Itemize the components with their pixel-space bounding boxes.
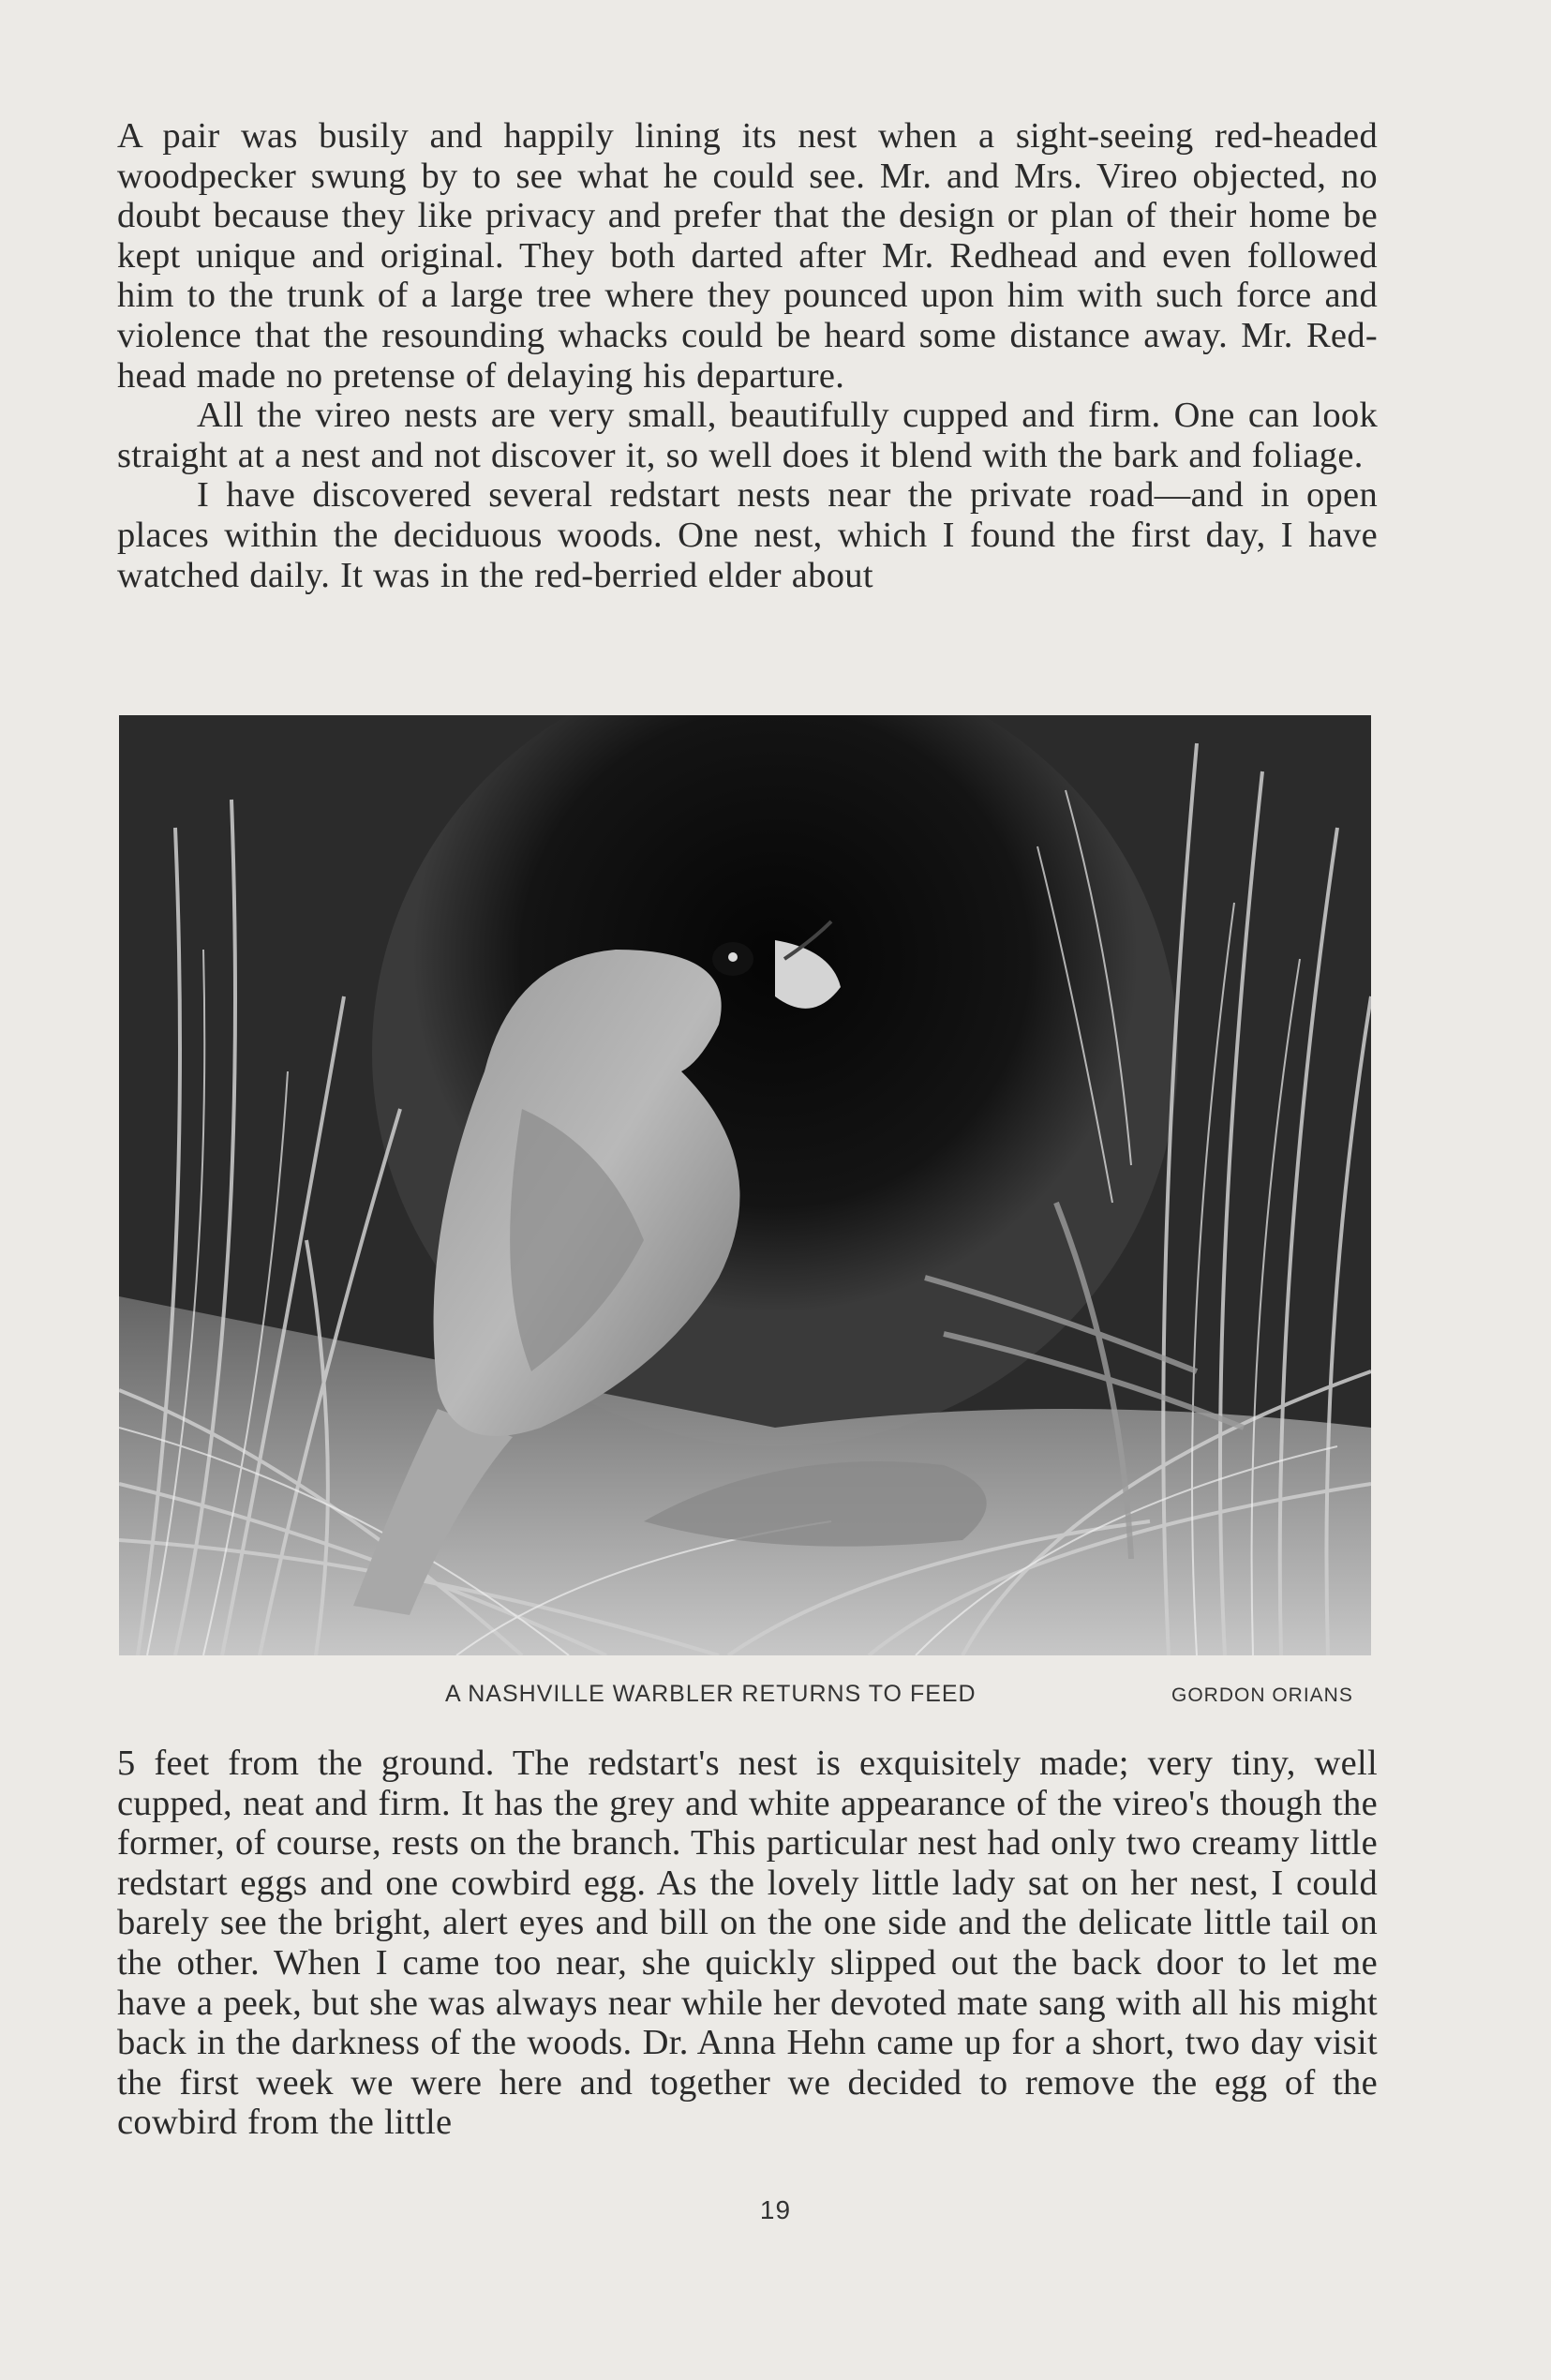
paragraph-redstart-nests: I have discovered several redstart nests near the private road—and in open places within the deciduous woods. One nest, which I found the first day, I have watched daily. It was in the red-berried elder about: [117, 475, 1378, 595]
photo-caption: A NASHVILLE WARBLER RETURNS TO FEED: [445, 1681, 977, 1707]
warbler-photo-illustration: [119, 715, 1371, 1655]
warbler-photograph: [119, 715, 1371, 1655]
paragraph-vireo-nests: All the vireo nests are very small, beautifully cupped and firm. One can look straight at a nest and not discover it, so well does it blend with the bark and foliage.: [117, 396, 1378, 475]
page-number: 19: [759, 2195, 792, 2224]
paragraph-woodpecker: A pair was busily and happily lining its nest when a sight-seeing red-headed woodpecker swung by to see what he could see. Mr. and Mrs. Vireo objected, no doubt because they like privacy and prefer that the design or plan of their home be kept unique and original. They both darted after Mr. Redhead and even followed him to the trunk of a large tree where they pounced upon him with such force and violence that the resounding whacks could be heard some distance away. Mr. Red-head made no pretense of delaying his departure.: [117, 116, 1378, 396]
photo-credit: GORDON ORIANS: [1171, 1684, 1353, 1706]
top-text-block: [117, 116, 1378, 595]
bottom-text-block: [117, 1744, 1378, 2143]
paragraph-redstart-eggs: 5 feet from the ground. The redstart's nest is exquisitely made; very tiny, well cupped, neat and firm. It has the grey and white appearance of the vireo's though the former, of course, rests on the branch. This particular nest had only two creamy little redstart eggs and one cowbird egg. As the lovely little lady sat on her nest, I could barely see the bright, alert eyes and bill on the one side and the delicate little tail on the other. When I came too near, she quickly slipped out the back door to let me have a peek, but she was always near while her devoted mate sang with all his might back in the darkness of the woods. Dr. Anna Hehn came up for a short, two day visit the first week we were here and together we decided to remove the egg of the cowbird from the little: [117, 1744, 1378, 2143]
